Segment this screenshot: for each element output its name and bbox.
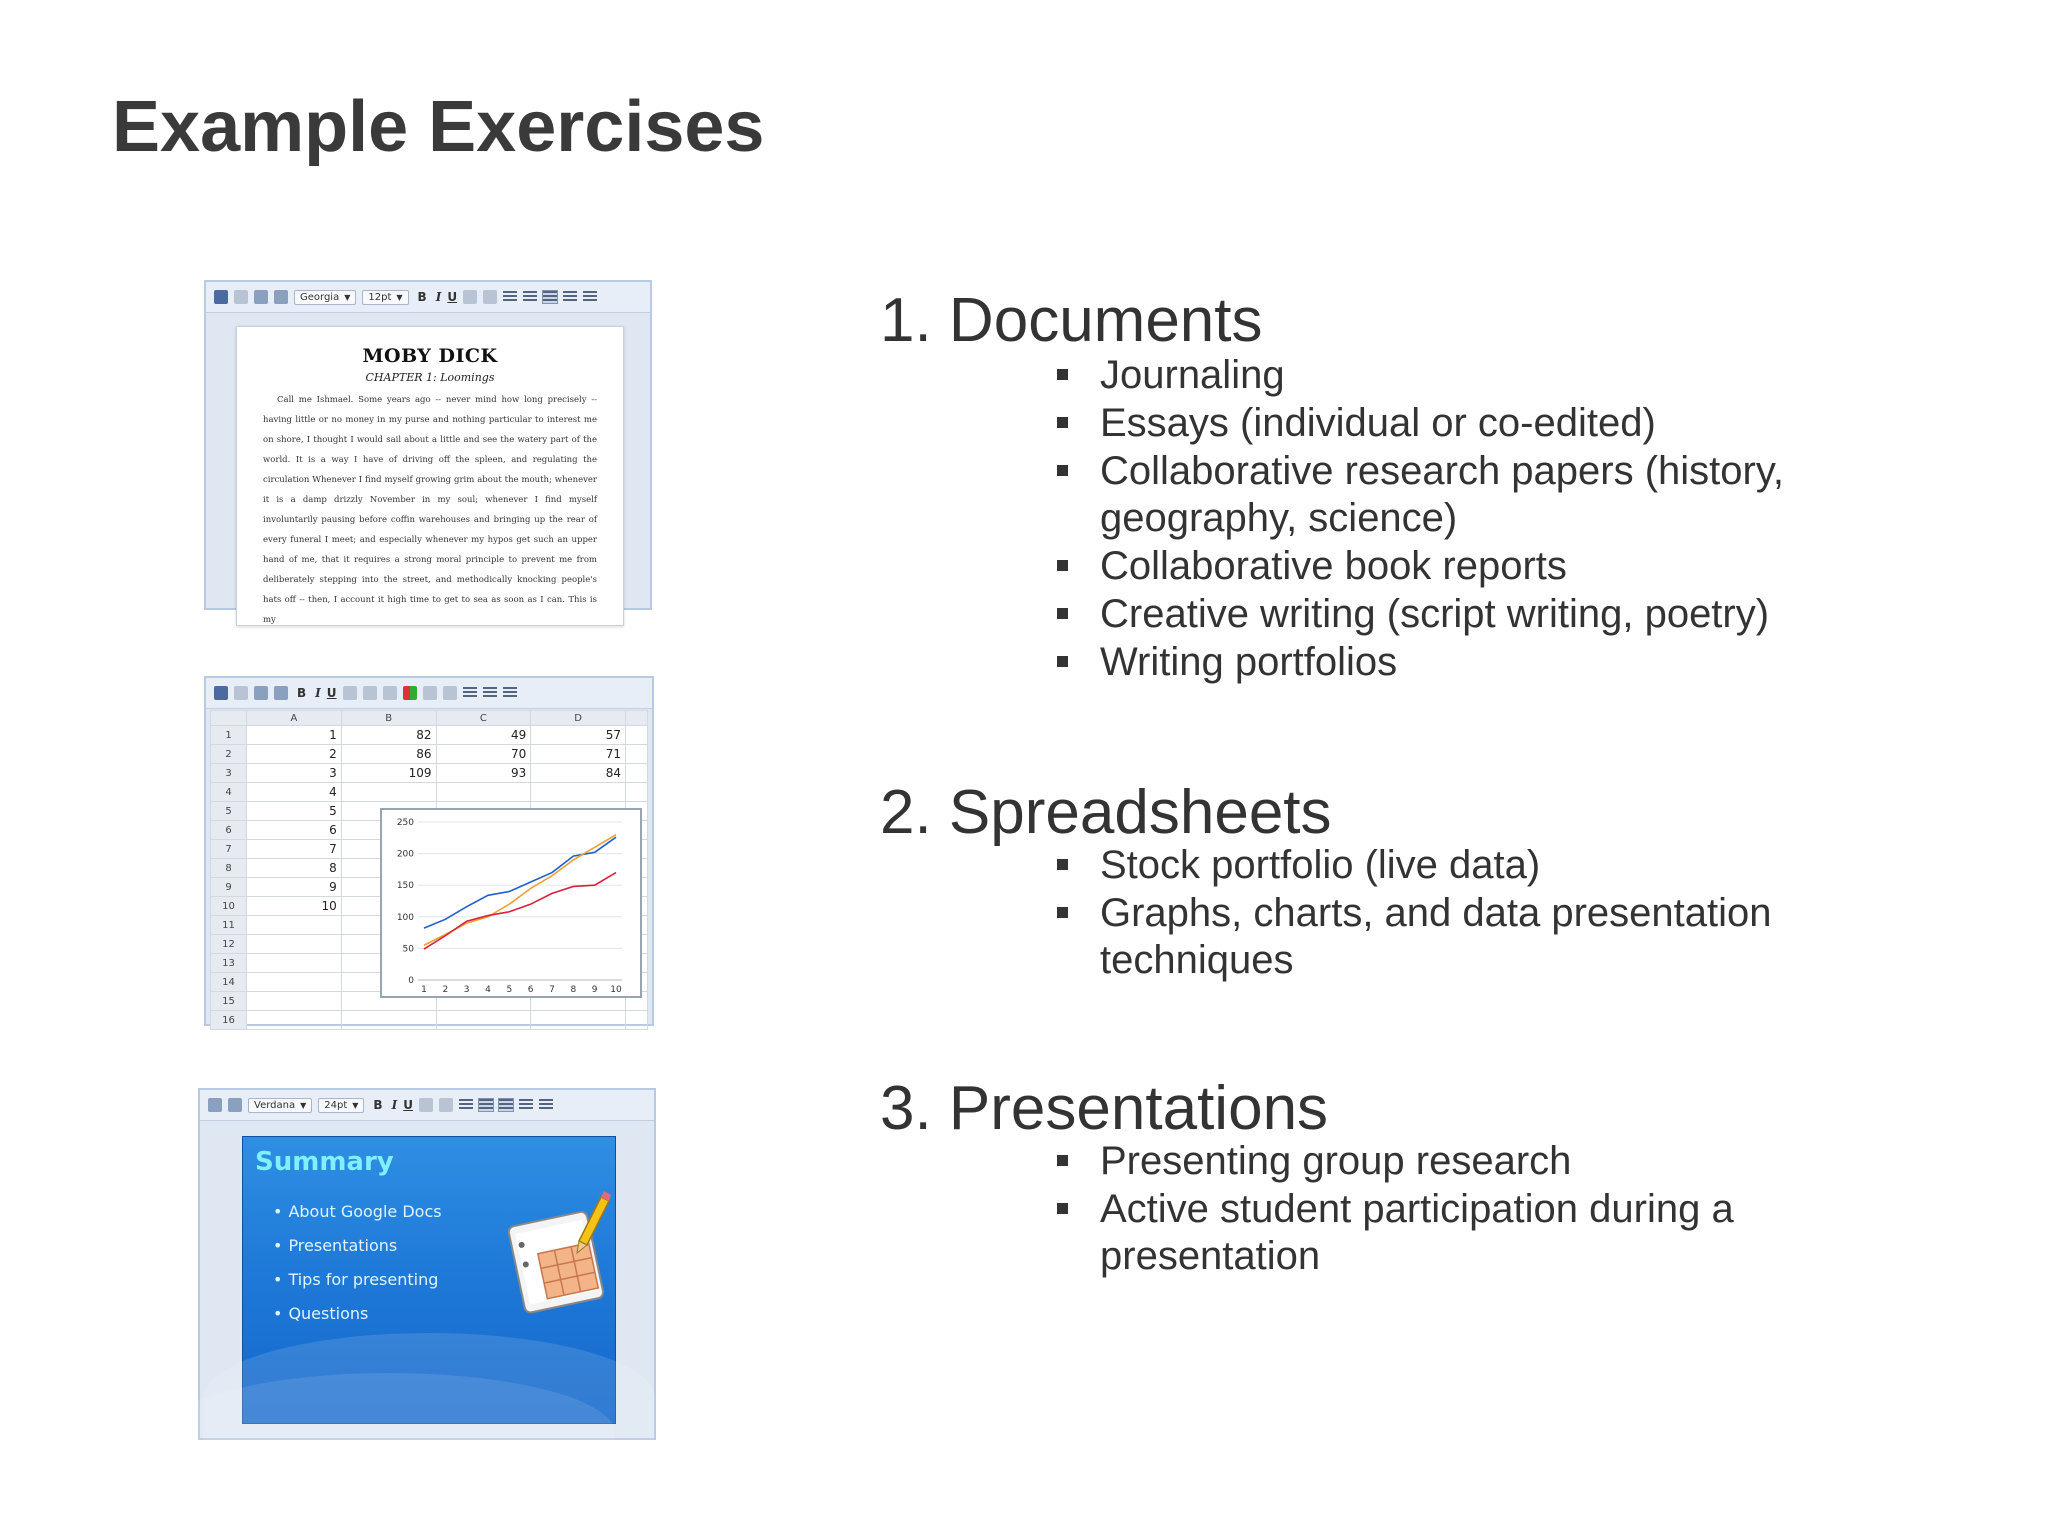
italic-button: I bbox=[315, 686, 321, 700]
table-row bbox=[211, 764, 648, 783]
table-cell: 3 bbox=[247, 764, 342, 783]
table-cell: 49 bbox=[436, 726, 531, 745]
table-cell: 71 bbox=[531, 745, 626, 764]
highlight-icon bbox=[483, 290, 497, 304]
row-header: 4 bbox=[211, 783, 247, 802]
row-header: 15 bbox=[211, 992, 247, 1011]
slide-preview-list bbox=[273, 1195, 442, 1331]
doc-toolbar bbox=[206, 282, 650, 313]
table-cell: 1 bbox=[247, 726, 342, 745]
redo-icon bbox=[228, 1098, 242, 1112]
documents-screenshot bbox=[204, 280, 652, 625]
corner-cell bbox=[211, 711, 247, 726]
table-cell bbox=[626, 764, 648, 783]
presentations-list bbox=[1060, 1138, 1960, 1281]
documents-item: Collaborative book reports bbox=[1060, 543, 1960, 590]
undo-icon bbox=[254, 290, 268, 304]
font-size-icon bbox=[343, 686, 357, 700]
y-tick-label: 250 bbox=[396, 818, 414, 828]
x-tick-label: 7 bbox=[549, 985, 555, 995]
x-tick-label: 9 bbox=[591, 985, 598, 995]
underline-button: U bbox=[447, 290, 458, 304]
table-cell: 9 bbox=[247, 878, 342, 897]
row-header: 14 bbox=[211, 973, 247, 992]
x-tick-label: 5 bbox=[506, 985, 513, 995]
spreadsheets-item: Graphs, charts, and data presentation techniques bbox=[1060, 890, 1960, 984]
align-left-icon bbox=[543, 291, 557, 303]
font-select: Verdana ▼ bbox=[248, 1098, 312, 1113]
section-heading-documents: 1. Documents bbox=[880, 286, 1263, 355]
save-icon bbox=[214, 290, 228, 304]
slide-preview-item: • Presentations bbox=[273, 1229, 442, 1263]
documents-item: Collaborative research papers (history, geography, science) bbox=[1060, 448, 1960, 542]
row-header: 6 bbox=[211, 821, 247, 840]
section-heading-spreadsheets: 2. Spreadsheets bbox=[880, 778, 1332, 847]
table-row bbox=[211, 783, 648, 802]
column-header-row bbox=[211, 711, 648, 726]
borders-icon bbox=[423, 686, 437, 700]
pres-toolbar bbox=[200, 1090, 654, 1121]
slide-preview-item: • Tips for presenting bbox=[273, 1263, 442, 1297]
underline-button: U bbox=[403, 1098, 413, 1112]
table-cell bbox=[247, 973, 342, 992]
text-color-icon bbox=[419, 1098, 433, 1112]
table-cell bbox=[247, 1011, 342, 1030]
row-header: 16 bbox=[211, 1011, 247, 1030]
documents-item: Creative writing (script writing, poetry) bbox=[1060, 591, 1960, 638]
italic-button: I bbox=[391, 1098, 398, 1112]
print-icon bbox=[234, 290, 248, 304]
spreadsheets-screenshot bbox=[204, 676, 654, 1026]
align-center-icon bbox=[519, 1099, 533, 1111]
table-cell: 86 bbox=[341, 745, 436, 764]
table-cell bbox=[247, 935, 342, 954]
column-header: D bbox=[531, 711, 626, 726]
x-tick-label: 4 bbox=[485, 985, 491, 995]
spreadsheets-item: Stock portfolio (live data) bbox=[1060, 842, 1960, 889]
table-cell: 70 bbox=[436, 745, 531, 764]
align-left-icon bbox=[499, 1099, 513, 1111]
table-cell: 82 bbox=[341, 726, 436, 745]
table-cell: 4 bbox=[247, 783, 342, 802]
table-row bbox=[211, 726, 648, 745]
align-right-icon bbox=[503, 687, 517, 699]
bold-button: B bbox=[297, 686, 307, 700]
font-select: Georgia ▼ bbox=[294, 290, 356, 305]
table-cell bbox=[436, 1011, 531, 1030]
bullet-list-icon bbox=[523, 291, 537, 303]
size-select: 24pt ▼ bbox=[318, 1098, 364, 1113]
column-header bbox=[626, 711, 648, 726]
align-center-icon bbox=[483, 687, 497, 699]
align-right-icon bbox=[583, 291, 597, 303]
slide-preview-title: Summary bbox=[255, 1147, 394, 1177]
highlight-icon bbox=[439, 1098, 453, 1112]
underline-button: U bbox=[326, 686, 337, 700]
table-cell: 6 bbox=[247, 821, 342, 840]
y-tick-label: 50 bbox=[402, 944, 414, 955]
slide-preview bbox=[242, 1136, 616, 1424]
row-header: 11 bbox=[211, 916, 247, 935]
numbered-list-icon bbox=[503, 291, 517, 303]
presentations-item: Presenting group research bbox=[1060, 1138, 1960, 1185]
book-title: MOBY DICK bbox=[362, 345, 498, 367]
documents-item: Essays (individual or co-edited) bbox=[1060, 400, 1960, 447]
row-header: 8 bbox=[211, 859, 247, 878]
y-tick-label: 100 bbox=[396, 912, 414, 923]
column-header: B bbox=[341, 711, 436, 726]
presentations-item: Active student participation during a presentation bbox=[1060, 1186, 1960, 1280]
table-cell bbox=[247, 916, 342, 935]
text-color-icon bbox=[463, 290, 477, 304]
table-cell: 84 bbox=[531, 764, 626, 783]
documents-item: Writing portfolios bbox=[1060, 639, 1960, 686]
spreadsheets-list bbox=[1060, 842, 1960, 985]
documents-list bbox=[1060, 352, 1960, 687]
print-icon bbox=[234, 686, 248, 700]
sheet-toolbar bbox=[206, 678, 652, 709]
table-cell bbox=[341, 783, 436, 802]
section-heading-presentations: 3. Presentations bbox=[880, 1074, 1329, 1143]
row-header: 12 bbox=[211, 935, 247, 954]
slide-preview-item: • Questions bbox=[273, 1297, 442, 1331]
table-cell bbox=[247, 992, 342, 1011]
numbered-list-icon bbox=[459, 1099, 473, 1111]
table-cell: 5 bbox=[247, 802, 342, 821]
document-body: Call me Ishmael. Some years ago -- never mind how long precisely -- having little or no money in my purse and nothing particular to interest me on shore, I thought I would sail about a little and see the watery part of the world. It is a way I have of driving off the spleen, and regulating the circulation Whenever I find myself growing grim about the mouth; whenever it is a damp drizzly November in my soul; whenever I find myself involuntarily pausing before coffin warehouses and bringing up the rear of every funeral I meet; and especially whenever my hypos get such an upper hand of me, that it requires a strong moral principle to prevent me from deliberately stepping into the street, and methodically knocking people's hats off -- then, I account it high time to get to sea as soon as I can. This is my bbox=[263, 395, 597, 625]
document-page bbox=[236, 326, 624, 626]
table-cell bbox=[436, 783, 531, 802]
table-cell: 2 bbox=[247, 745, 342, 764]
line-chart bbox=[380, 808, 642, 998]
slide-title: Example Exercises bbox=[112, 87, 765, 167]
x-tick-label: 8 bbox=[570, 985, 577, 995]
x-tick-label: 1 bbox=[421, 985, 427, 995]
italic-button: I bbox=[435, 290, 442, 304]
table-row bbox=[211, 1011, 648, 1030]
row-header: 7 bbox=[211, 840, 247, 859]
table-cell: 57 bbox=[531, 726, 626, 745]
insert-chart-icon bbox=[443, 686, 457, 700]
cell-color-icon bbox=[403, 686, 417, 700]
table-cell bbox=[531, 783, 626, 802]
undo-icon bbox=[254, 686, 268, 700]
bullet-list-icon bbox=[479, 1099, 493, 1111]
table-cell bbox=[626, 745, 648, 764]
table-row bbox=[211, 745, 648, 764]
undo-icon bbox=[208, 1098, 222, 1112]
redo-icon bbox=[274, 290, 288, 304]
align-left-icon bbox=[463, 687, 477, 699]
presentations-screenshot bbox=[198, 1088, 656, 1440]
row-header: 3 bbox=[211, 764, 247, 783]
y-tick-label: 150 bbox=[396, 881, 414, 892]
table-cell: 8 bbox=[247, 859, 342, 878]
table-cell bbox=[626, 726, 648, 745]
table-cell bbox=[341, 1011, 436, 1030]
align-center-icon bbox=[563, 291, 577, 303]
google-docs-logo-icon bbox=[505, 1187, 617, 1315]
table-cell bbox=[626, 1011, 648, 1030]
row-header: 9 bbox=[211, 878, 247, 897]
table-cell bbox=[531, 1011, 626, 1030]
row-header: 5 bbox=[211, 802, 247, 821]
column-header: C bbox=[436, 711, 531, 726]
series-line-3 bbox=[424, 873, 616, 949]
slide-wave-decoration bbox=[163, 1373, 615, 1493]
size-select: 12pt ▼ bbox=[362, 290, 408, 305]
bold-button: B bbox=[417, 290, 427, 304]
row-header: 1 bbox=[211, 726, 247, 745]
x-tick-label: 10 bbox=[610, 985, 622, 995]
font-family-icon bbox=[363, 686, 377, 700]
chapter-title: CHAPTER 1: Loomings bbox=[365, 371, 495, 384]
x-tick-label: 3 bbox=[463, 985, 470, 995]
x-tick-label: 6 bbox=[527, 985, 534, 995]
row-header: 10 bbox=[211, 897, 247, 916]
row-header: 13 bbox=[211, 954, 247, 973]
line-chart-svg bbox=[382, 810, 640, 996]
y-tick-label: 200 bbox=[396, 849, 414, 860]
documents-item: Journaling bbox=[1060, 352, 1960, 399]
slide-preview-item: • About Google Docs bbox=[273, 1195, 442, 1229]
table-cell: 109 bbox=[341, 764, 436, 783]
x-tick-label: 2 bbox=[442, 985, 449, 995]
series-line-2 bbox=[424, 835, 616, 946]
table-cell: 10 bbox=[247, 897, 342, 916]
align-right-icon bbox=[539, 1099, 553, 1111]
table-cell: 7 bbox=[247, 840, 342, 859]
y-tick-label: 0 bbox=[408, 976, 414, 986]
row-header: 2 bbox=[211, 745, 247, 764]
save-icon bbox=[214, 686, 228, 700]
text-color-icon bbox=[383, 686, 397, 700]
table-cell bbox=[247, 954, 342, 973]
column-header: A bbox=[247, 711, 342, 726]
table-cell bbox=[626, 783, 648, 802]
redo-icon bbox=[274, 686, 288, 700]
spreadsheet-grid bbox=[210, 710, 648, 1024]
table-cell: 93 bbox=[436, 764, 531, 783]
bold-button: B bbox=[373, 1098, 383, 1112]
